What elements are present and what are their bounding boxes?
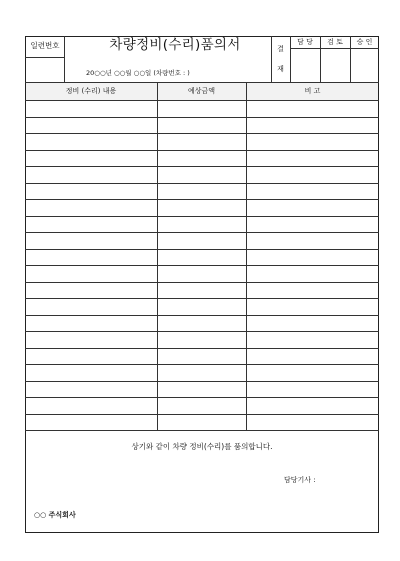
approval-sign-staff[interactable] — [291, 49, 320, 82]
row-remarks-cell[interactable] — [249, 335, 376, 346]
row-amount-cell[interactable] — [160, 253, 243, 264]
row-amount-cell[interactable] — [160, 170, 243, 181]
row-content-cell[interactable] — [28, 302, 154, 313]
row-remarks-cell[interactable] — [249, 187, 376, 198]
row-amount-cell[interactable] — [160, 352, 243, 363]
approval-step-staff: 담 당 — [297, 38, 313, 46]
row-content-cell[interactable] — [28, 121, 154, 132]
approval-label-gyeol: 결 — [277, 45, 284, 53]
approval-step-review: 검 토 — [327, 38, 343, 46]
approval-sign-review[interactable] — [321, 49, 350, 82]
row-amount-cell[interactable] — [160, 269, 243, 280]
row-remarks-cell[interactable] — [249, 368, 376, 379]
row-content-cell[interactable] — [28, 352, 154, 363]
row-amount-cell[interactable] — [160, 121, 243, 132]
row-remarks-cell[interactable] — [249, 121, 376, 132]
row-remarks-cell[interactable] — [249, 154, 376, 165]
row-remarks-cell[interactable] — [249, 302, 376, 313]
row-content-cell[interactable] — [28, 154, 154, 165]
approval-label-jae: 재 — [277, 65, 284, 73]
approval-step-approve: 승 인 — [356, 38, 373, 46]
row-content-cell[interactable] — [28, 203, 154, 214]
date-vehicle-line: 20○○년 ○○월 ○○일 (차량번호 : ) — [86, 69, 190, 77]
row-remarks-cell[interactable] — [249, 352, 376, 363]
row-remarks-cell[interactable] — [249, 104, 376, 115]
column-header-content: 정비 (수리) 내용 — [65, 87, 117, 95]
row-content-cell[interactable] — [28, 286, 154, 297]
row-content-cell[interactable] — [28, 170, 154, 181]
row-amount-cell[interactable] — [160, 418, 243, 429]
row-remarks-cell[interactable] — [249, 319, 376, 330]
driver-label: 담당기사 : — [284, 476, 316, 484]
row-amount-cell[interactable] — [160, 104, 243, 115]
row-remarks-cell[interactable] — [249, 236, 376, 247]
serial-number-label: 일련번호 — [30, 41, 60, 50]
serial-number-value-cell[interactable] — [25, 58, 65, 82]
row-content-cell[interactable] — [28, 269, 154, 280]
form-title: 차량정비(수리)품의서 — [109, 37, 241, 53]
row-content-cell[interactable] — [28, 368, 154, 379]
row-content-cell[interactable] — [28, 104, 154, 115]
row-remarks-cell[interactable] — [249, 170, 376, 181]
row-content-cell[interactable] — [28, 236, 154, 247]
row-remarks-cell[interactable] — [249, 418, 376, 429]
column-header-amount: 예상금액 — [187, 87, 216, 95]
approval-sign-approve[interactable] — [351, 49, 379, 82]
row-amount-cell[interactable] — [160, 154, 243, 165]
row-amount-cell[interactable] — [160, 236, 243, 247]
row-content-cell[interactable] — [28, 220, 154, 231]
row-content-cell[interactable] — [28, 418, 154, 429]
row-amount-cell[interactable] — [160, 401, 243, 412]
company-name: ○○ 주식회사 — [34, 511, 76, 519]
driver-signature-field[interactable] — [322, 472, 374, 486]
row-amount-cell[interactable] — [160, 203, 243, 214]
row-content-cell[interactable] — [28, 401, 154, 412]
row-remarks-cell[interactable] — [249, 385, 376, 396]
row-content-cell[interactable] — [28, 253, 154, 264]
row-amount-cell[interactable] — [160, 187, 243, 198]
row-remarks-cell[interactable] — [249, 269, 376, 280]
row-amount-cell[interactable] — [160, 385, 243, 396]
row-remarks-cell[interactable] — [249, 203, 376, 214]
row-amount-cell[interactable] — [160, 368, 243, 379]
row-remarks-cell[interactable] — [249, 253, 376, 264]
row-remarks-cell[interactable] — [249, 286, 376, 297]
approval-request-statement: 상기와 같이 차량 정비(수리)를 품의합니다. — [131, 442, 273, 451]
row-remarks-cell[interactable] — [249, 401, 376, 412]
row-remarks-cell[interactable] — [249, 137, 376, 148]
row-remarks-cell[interactable] — [249, 220, 376, 231]
row-content-cell[interactable] — [28, 187, 154, 198]
row-amount-cell[interactable] — [160, 319, 243, 330]
row-content-cell[interactable] — [28, 137, 154, 148]
row-amount-cell[interactable] — [160, 335, 243, 346]
row-content-cell[interactable] — [28, 335, 154, 346]
row-amount-cell[interactable] — [160, 302, 243, 313]
row-content-cell[interactable] — [28, 385, 154, 396]
row-amount-cell[interactable] — [160, 220, 243, 231]
row-content-cell[interactable] — [28, 319, 154, 330]
row-amount-cell[interactable] — [160, 137, 243, 148]
row-amount-cell[interactable] — [160, 286, 243, 297]
column-header-remarks: 비 고 — [304, 87, 321, 95]
